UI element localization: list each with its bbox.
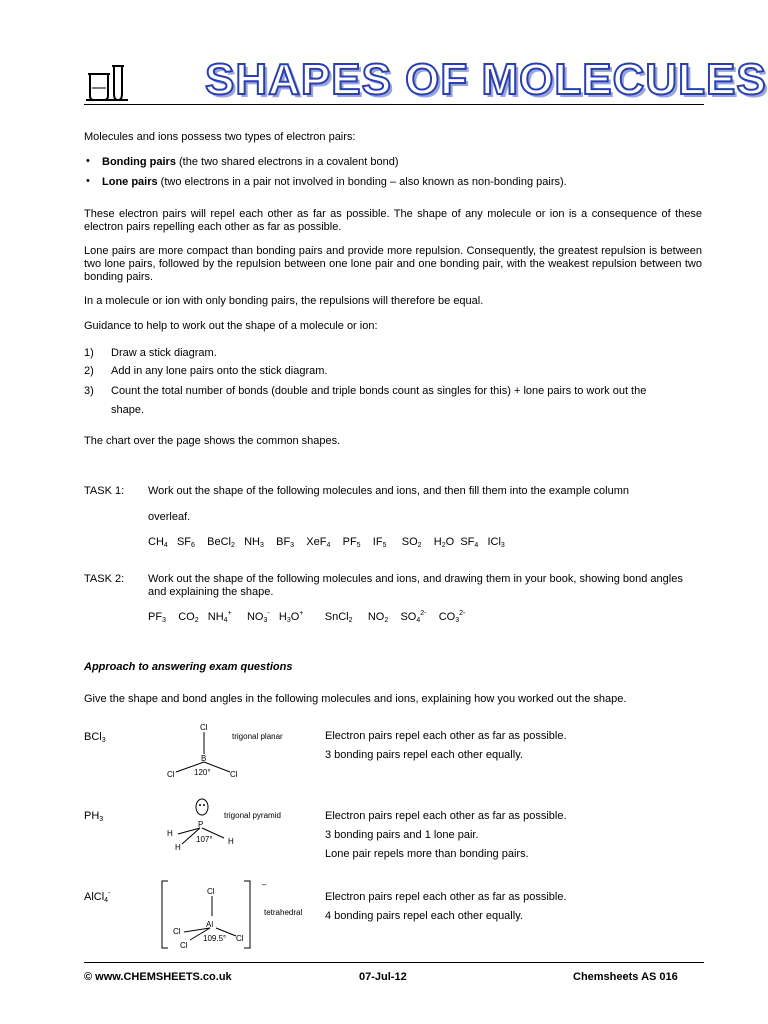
step-text-continued: shape. — [111, 404, 145, 416]
step-text: Draw a stick diagram. — [111, 347, 217, 359]
shape-label: trigonal pyramid — [224, 811, 281, 820]
formula-alcl4: AlCl$_4$- — [84, 890, 111, 904]
intro-text: Molecules and ions possess two types of electron pairs: — [84, 131, 356, 143]
explanation-line: 4 bonding pairs repel each other equally. — [325, 910, 523, 922]
bullet-dot: • — [86, 155, 90, 167]
task1-text: Work out the shape of the following molecules and ions, and then fill them into the example column — [148, 485, 630, 497]
task1-formulas: $CH_4$ $SF_6$ BeCl$_2$ $NH_3$ $BF_3$ XeF$_4$ $PF_5$ $IF_5$ $SO_2$ $H_2O$ $SF_4$ ICl$_3$ — [148, 536, 505, 549]
page-title: SHAPES OF MOLECULES — [205, 55, 767, 104]
task1-label: TASK 1: — [84, 485, 125, 497]
explanation-line: Electron pairs repel each other as far as possible. — [325, 891, 567, 903]
structure-bcl3 — [160, 720, 320, 782]
shape-label: tetrahedral — [264, 908, 303, 917]
paragraph-lone-pairs: Lone pairs are more compact than bonding pairs and provide more repulsion. Consequently, the greatest repulsion is between two lone pairs, followed by the repulsion between one lone pair and one bonding pair, with the weakest repulsion between two bonding pairs. — [84, 245, 702, 283]
atom-label: Cl — [200, 723, 208, 732]
explanation-line: 3 bonding pairs and 1 lone pair. — [325, 829, 479, 841]
explanation-line: 3 bonding pairs repel each other equally. — [325, 749, 523, 761]
atom-label: Cl — [207, 887, 215, 896]
paragraph-repulsion: These electron pairs will repel each other as far as possible. The shape of any molecule or ion is a consequence of these electron pairs repelling each other as far as possible. — [84, 208, 702, 233]
bullet-bonding-pairs: Bonding pairs (the two shared electrons in a covalent bond) — [102, 156, 399, 168]
lone-pair-icon — [196, 799, 208, 815]
step-number: 2) — [84, 365, 94, 377]
task2-text: Work out the shape of the following molecules and ions, and drawing them in your book, showing bond angles and explaining the shape. — [148, 573, 683, 598]
ion-charge: – — [262, 880, 267, 889]
logo — [84, 60, 130, 104]
step-text: Add in any lone pairs onto the stick diagram. — [111, 365, 328, 377]
atom-label: Cl — [173, 927, 181, 936]
task1-text-continued: overleaf. — [148, 511, 191, 523]
task2-label: TASK 2: — [84, 573, 125, 585]
explanation-line: Electron pairs repel each other as far as possible. — [325, 730, 567, 742]
lab-glassware-icon — [84, 60, 130, 104]
formula-ph3: $PH_3$ — [84, 810, 104, 823]
atom-label: H — [228, 837, 234, 846]
task2-formulas: $PF_3$ $CO_2$ $NH_4^+$ $NO_3^-$ $H_3O^+$ SnCl$_2$ $NO_2$ $SO_4^{2-}$ $CO_3^{2-}$ — [148, 610, 466, 624]
atom-label: P — [198, 820, 204, 829]
bond-angle: 109.5° — [203, 934, 227, 943]
bond-angle: 120° — [194, 768, 211, 777]
footer-rule — [84, 962, 704, 963]
step-text: Count the total number of bonds (double and triple bonds count as singles for this) + lone pairs to work out the — [111, 385, 647, 397]
header-rule — [84, 104, 704, 105]
step-number: 1) — [84, 347, 94, 359]
footer-website: © www.CHEMSHEETS.co.uk — [84, 971, 232, 983]
atom-label: H — [167, 829, 173, 838]
bond-angle: 107° — [196, 835, 213, 844]
paragraph-bonding-only: In a molecule or ion with only bonding pairs, the repulsions will therefore be equal. — [84, 295, 484, 307]
explanation-line: Electron pairs repel each other as far as possible. — [325, 810, 567, 822]
atom-label: Al — [206, 920, 214, 929]
footer-sheet-id: Chemsheets AS 016 — [573, 971, 678, 983]
formula-bcl3: BCl$_3$ — [84, 731, 106, 744]
step-number: 3) — [84, 385, 94, 397]
footer-date: 07-Jul-12 — [359, 971, 407, 983]
atom-label: Cl — [180, 941, 188, 950]
shape-label: trigonal planar — [232, 732, 283, 741]
atom-label: Cl — [167, 770, 175, 779]
atom-label: H — [175, 843, 181, 852]
bullet-lone-pairs: Lone pairs (two electrons in a pair not involved in bonding – also known as non-bonding pairs). — [102, 176, 567, 188]
exam-heading: Approach to answering exam questions — [84, 661, 293, 673]
exam-intro: Give the shape and bond angles in the following molecules and ions, explaining how you worked out the shape. — [84, 693, 627, 705]
atom-label: B — [201, 754, 207, 763]
atom-label: Cl — [236, 934, 244, 943]
bullet-dot: • — [86, 175, 90, 187]
explanation-line: Lone pair repels more than bonding pairs. — [325, 848, 529, 860]
atom-label: Cl — [230, 770, 238, 779]
paragraph-chart: The chart over the page shows the common shapes. — [84, 435, 341, 447]
paragraph-guidance: Guidance to help to work out the shape of a molecule or ion: — [84, 320, 378, 332]
